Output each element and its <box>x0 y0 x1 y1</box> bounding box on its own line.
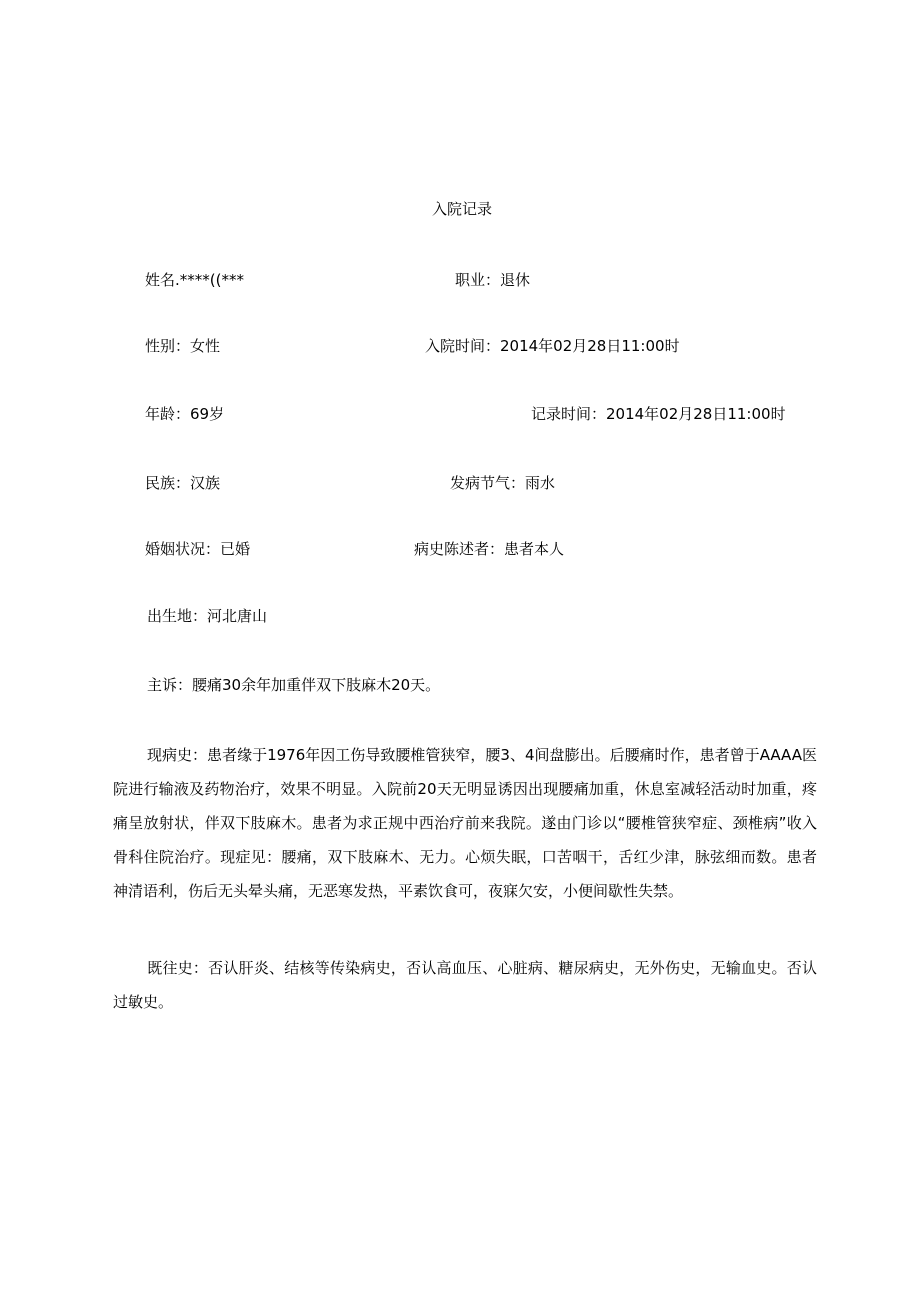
field-name: 姓名.****((*** <box>145 271 244 289</box>
field-record-time: 记录时间：2014年02月28日11:00时 <box>531 405 786 423</box>
field-age: 年龄：69岁 <box>145 405 225 423</box>
field-admission-time: 入院时间：2014年02月28日11:00时 <box>425 337 680 355</box>
field-occupation: 职业：退休 <box>455 271 531 289</box>
present-illness-text: 现病史：患者缘于1976年因工伤导致腰椎管狭窄，腰3、4间盘膨出。后腰痛时作，患者曾于AAAA医院进行输液及药物治疗，效果不明显。入院前20天无明显诱因出现腰痛加重，休息室减轻活动时加重，疼痛呈放射状，伴双下肢麻木。患者为求正规中西治疗前来我院。遂由门诊以“腰椎管狭窄症、颈椎病”收入骨科住院治疗。现症见：腰痛，双下肢麻木、无力。心烦失眠，口苦咽干，舌红少津，脉弦细而数。患者神清语利，伤后无头晕头痛，无恶寒发热，平素饮食可，夜寐欠安，小便间歇性失禁。 <box>113 746 817 900</box>
field-birthplace: 出生地：河北唐山 <box>147 607 268 625</box>
present-illness-paragraph <box>113 738 817 908</box>
field-ethnicity: 民族：汉族 <box>145 474 221 492</box>
field-history-narrator: 病史陈述者：患者本人 <box>414 540 565 558</box>
document-title: 入院记录 <box>432 200 493 218</box>
field-gender: 性别：女性 <box>145 337 221 355</box>
past-history-paragraph <box>113 951 817 1019</box>
field-marital-status: 婚姻状况：已婚 <box>145 540 251 558</box>
field-onset-solar-term: 发病节气：雨水 <box>450 474 556 492</box>
past-history-text: 既往史：否认肝炎、结核等传染病史，否认高血压、心脏病、糖尿病史，无外伤史，无输血史。否认过敏史。 <box>113 959 817 1011</box>
field-chief-complaint: 主诉：腰痛30余年加重伴双下肢麻木20天。 <box>147 676 441 694</box>
